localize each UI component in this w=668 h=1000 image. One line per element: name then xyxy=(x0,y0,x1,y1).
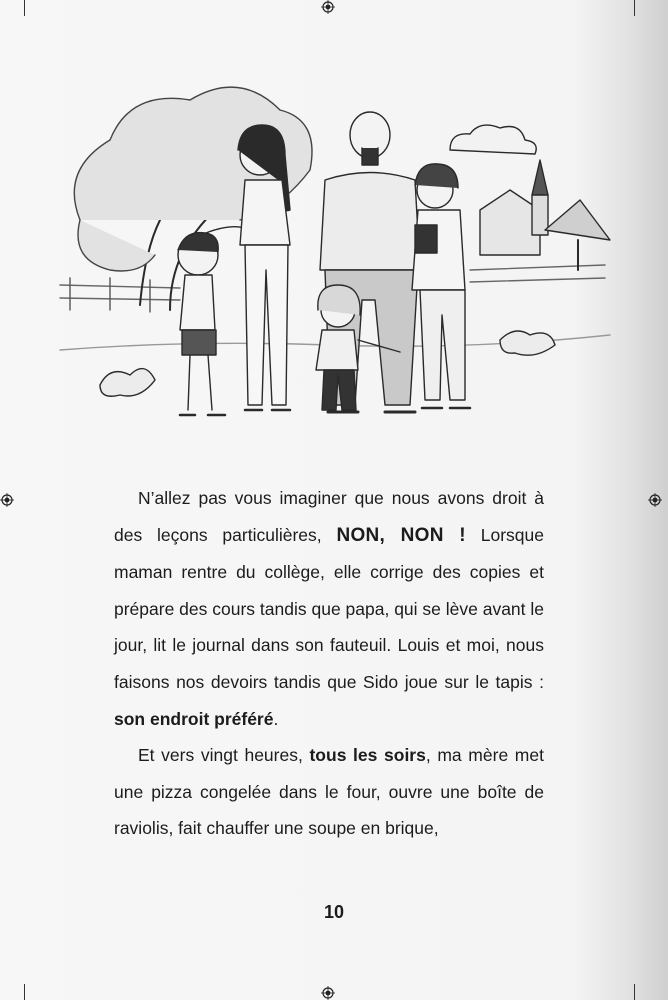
paragraph-2 xyxy=(114,737,544,847)
emphasis-favorite-spot: son endroit préféré xyxy=(114,708,274,729)
page-number: 10 xyxy=(323,902,345,922)
emphasis-every-evening: tous les soirs xyxy=(309,745,426,766)
registration-mark-right-icon xyxy=(648,493,662,507)
registration-mark-left-icon xyxy=(0,493,14,507)
paragraph-1-text: Lorsque maman rentre du collège, elle corrige des copies et prépare des cours tandis que papa, qui se lève avant le jour, lit le journal dans son fauteuil. Louis et moi, nous faisons nos devoirs tandis que Sido joue sur le tapis : xyxy=(114,524,545,692)
paragraph-1 xyxy=(114,480,544,737)
crop-mark-top-right xyxy=(634,0,635,16)
crop-mark-bottom-right xyxy=(634,984,635,1000)
emphasis-non-non: NON, NON ! xyxy=(336,524,466,546)
paragraph-1-text: N’allez pas vous imaginer que nous avons droit à des leçons particulières, xyxy=(114,488,544,545)
registration-mark-top-icon xyxy=(321,0,335,14)
crop-mark-top-left xyxy=(24,0,25,16)
paragraph-2-text: , ma mère met une pizza congelée dans le four, ouvre une boîte de raviolis, fait chauffer une soupe en brique, xyxy=(114,745,544,839)
crop-mark-bottom-left xyxy=(24,984,25,1000)
body-text xyxy=(114,480,544,847)
registration-mark-bottom-icon xyxy=(321,986,335,1000)
paragraph-1-text: . xyxy=(273,708,279,729)
paragraph-2-text: Et vers vingt heures, xyxy=(138,745,310,766)
family-illustration xyxy=(40,70,620,440)
